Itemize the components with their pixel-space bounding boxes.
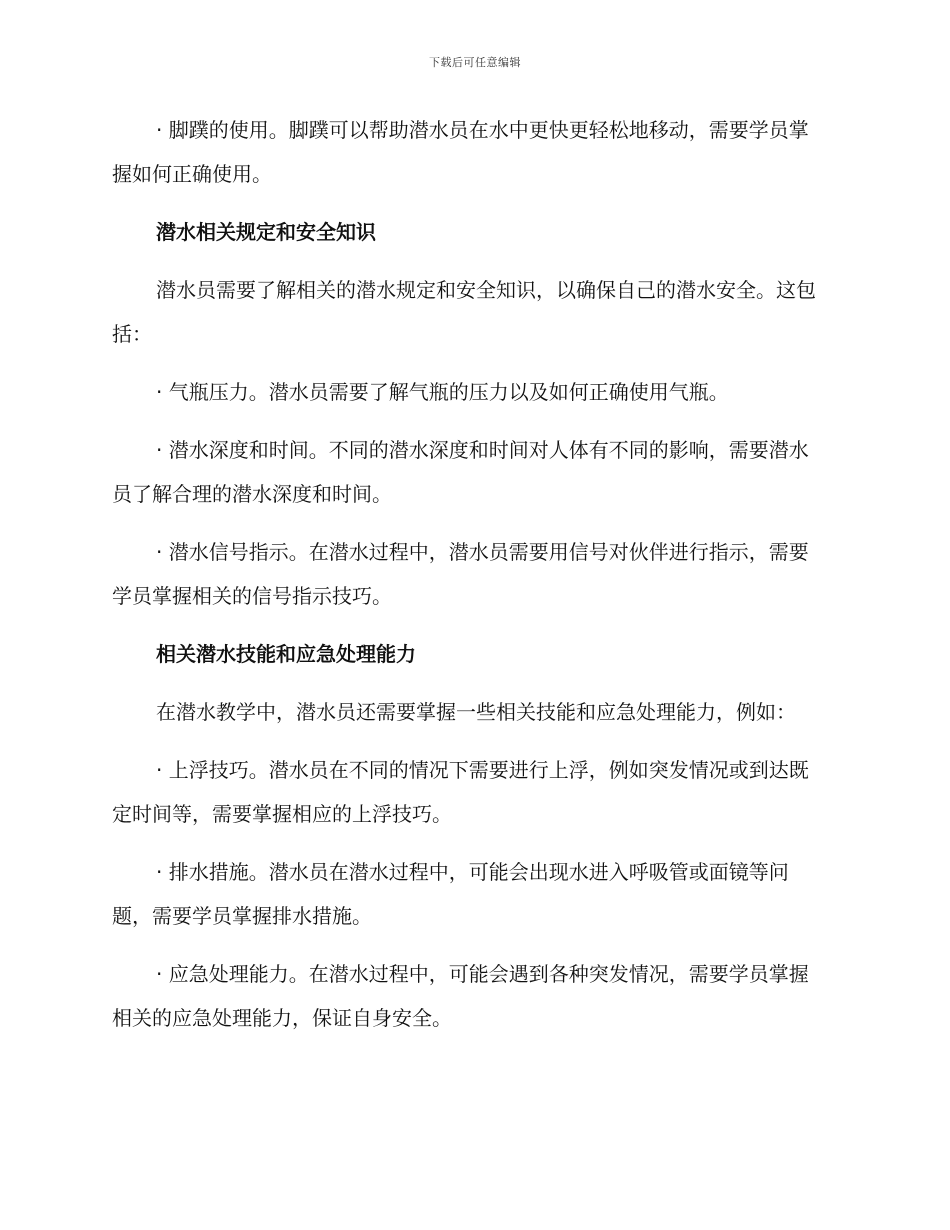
paragraph-skills-intro: 在潜水教学中，潜水员还需要掌握一些相关技能和应急处理能力，例如： <box>156 700 796 724</box>
paragraph-fins-usage: · 脚蹼的使用。脚蹼可以帮助潜水员在水中更快更轻松地移动，需要学员掌握如何正确使用。 <box>112 118 809 186</box>
paragraph-clearing-measures: · 排水措施。潜水员在潜水过程中，可能会出现水进入呼吸管或面镜等问题，需要学员掌握排水措施。 <box>112 860 789 928</box>
section-heading-regulations-safety: 潜水相关规定和安全知识 <box>156 220 376 244</box>
paragraph-ascent-skills: · 上浮技巧。潜水员在不同的情况下需要进行上浮，例如突发情况或到达既定时间等，需要掌握相应的上浮技巧。 <box>112 758 809 826</box>
page-header: 下载后可任意编辑 <box>429 56 521 69</box>
paragraph-emergency-handling: · 应急处理能力。在潜水过程中，可能会遇到各种突发情况，需要学员掌握相关的应急处理能力，保证自身安全。 <box>112 962 809 1030</box>
paragraph-regulations-intro: 潜水员需要了解相关的潜水规定和安全知识，以确保自己的潜水安全。这包括： <box>112 278 816 346</box>
section-heading-skills-emergency: 相关潜水技能和应急处理能力 <box>156 642 416 666</box>
paragraph-dive-signals: · 潜水信号指示。在潜水过程中，潜水员需要用信号对伙伴进行指示，需要学员掌握相关的信号指示技巧。 <box>112 540 809 608</box>
paragraph-depth-time: · 潜水深度和时间。不同的潜水深度和时间对人体有不同的影响，需要潜水员了解合理的潜水深度和时间。 <box>112 438 809 506</box>
paragraph-tank-pressure: · 气瓶压力。潜水员需要了解气瓶的压力以及如何正确使用气瓶。 <box>156 380 729 404</box>
document-body <box>112 108 824 1054</box>
